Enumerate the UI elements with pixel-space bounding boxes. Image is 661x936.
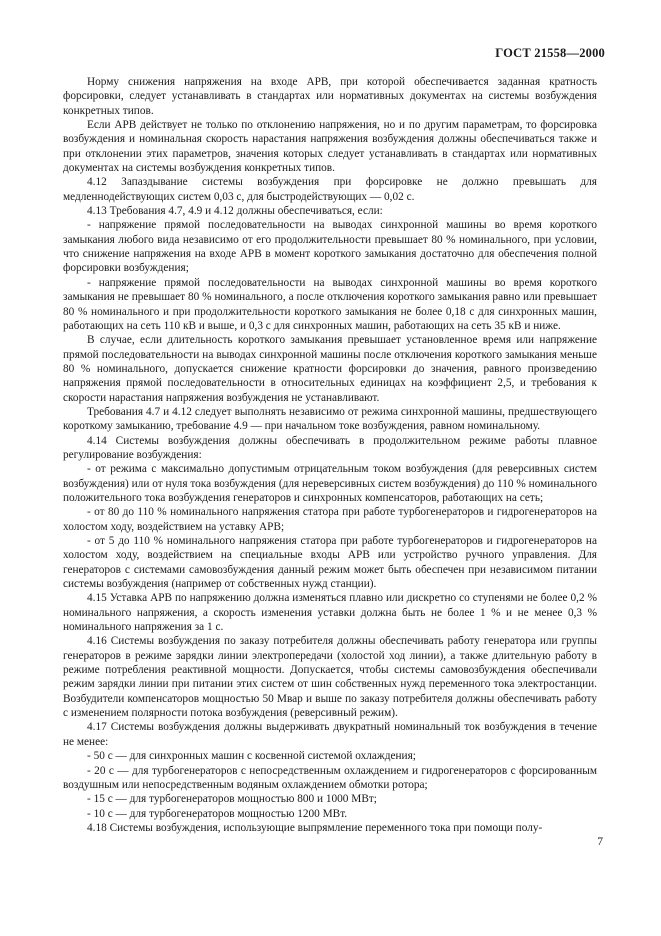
document-body (63, 75, 597, 835)
paragraph-requirements-4-7-4-12: Требования 4.7 и 4.12 следует выполнять независимо от режима синхронной машины, предшествующего короткому замыканию, требование 4.9 — при начальном токе возбуждения, равном номинальному. (63, 405, 597, 433)
paragraph-4-13: 4.13 Требования 4.7, 4.9 и 4.12 должны обеспечиваться, если: (87, 205, 383, 218)
paragraph-4-17: 4.17 Системы возбуждения должны выдерживать двукратный номинальный ток возбуждения в течение не менее: (63, 721, 597, 748)
list-item-4-14-b: - от 80 до 110 % номинального напряжения статора при работе турбогенераторов и гидрогенераторов на холостом ходу, воздействием на уставку АРВ; (63, 506, 597, 533)
paragraph-voltage-reduction-norm: Норму снижения напряжения на входе АРВ, при которой обеспечивается заданная кратность форсировки, следует устанавливать в стандартах или нормативных документах на системы возбуждения конкретных типов. (63, 76, 597, 117)
paragraph-4-18: 4.18 Системы возбуждения, использующие выпрямление переменного тока при помощи полу- (87, 821, 543, 834)
list-item-4-17-a: - 50 с — для синхронных машин с косвенной системой охлаждения; (87, 750, 416, 763)
list-item-4-14-a: - от режима с максимально допустимым отрицательным током возбуждения (для реверсивных систем возбуждения) или от нуля тока возбуждения (для нереверсивных систем возбуждения) до 110 % номинального положительного тока возбуждения генераторов и синхронных компенсаторов, работающих на сеть; (63, 463, 597, 504)
page-header-standard-number: ГОСТ 21558—2000 (495, 46, 605, 60)
paragraph-4-12: 4.12 Запаздывание системы возбуждения при форсировке не должно превышать для медленнодействующих систем 0,03 с, для быстродействующих — 0,02 с. (63, 176, 597, 203)
list-item-4-14-c: - от 5 до 110 % номинального напряжения статора при работе турбогенераторов и гидрогенераторов на холостом ходу, воздействием на специальные входы АРВ или устройство ручного управления. Для генераторов с системами самовозбуждения данный режим может быть обеспечен при независимом питании системы возбуждения (например от собственных нужд станции). (63, 535, 597, 591)
paragraph-4-14: 4.14 Системы возбуждения должны обеспечивать в продолжительном режиме работы плавное регулирование возбуждения: (63, 434, 597, 461)
paragraph-arv-other-parameters: Если АРВ действует не только по отклонению напряжения, но и по другим параметрам, то форсировка возбуждения и номинальная скорость нарастания напряжения возбуждения должны обеспечиваться также и при отклонении этих параметров, значения которых следует устанавливать в стандартах или нормативных документах на системы возбуждения конкретных типов. (63, 119, 597, 175)
paragraph-4-16: 4.16 Системы возбуждения по заказу потребителя должны обеспечивать работу генератора или группы генераторов в режиме зарядки линии электропередачи (холостой ход линии), а также длительную работу в режиме потребления реактивной мощности. Допускается, чтобы системы самовозбуждения обеспечивали режим зарядки линии при питании этих систем от шин собственных нужд переменного тока электростанции. Возбудители компенсаторов мощностью 50 Мвар и выше по заказу потребителя должны обеспечивать работу с изменением полярности потока возбуждения (реверсивный режим). (63, 635, 597, 720)
list-item-4-13-b: - напряжение прямой последовательности на выводах синхронной машины во время короткого замыкания не превышает 80 % номинального, а после отключения короткого замыкания равно или превышает 80 % номинального и при продолжительности короткого замыкания не более 0,18 с для синхронных машин, работающих на сеть 110 кВ и выше, и 0,3 с для синхронных машин, работающих на сеть 35 кВ и ниже. (63, 276, 597, 332)
paragraph-short-circuit-duration: В случае, если длительность короткого замыкания превышает установленное время или напряжение прямой последовательности на выводах синхронной машины после отключения короткого замыкания меньше 80 % номинального, допускается снижение кратности форсировки до значения, равного произведению напряжения прямой последовательности в относительных единицах на коэффициент 2,5, и требования к скорости нарастания напряжения возбуждения не устанавливают. (63, 334, 597, 404)
list-item-4-17-c: - 15 с — для турбогенераторов мощностью 800 и 1000 МВт; (87, 793, 377, 806)
list-item-4-17-b: - 20 с — для турбогенераторов с непосредственным охлаждением и гидрогенераторов с форсированным воздушным или непосредственным водяным охлаждением обмотки ротора; (63, 764, 597, 791)
list-item-4-17-d: - 10 с — для турбогенераторов мощностью 1200 МВт. (87, 807, 348, 820)
list-item-4-13-a: - напряжение прямой последовательности на выводах синхронной машины во время короткого замыкания любого вида независимо от его продолжительности превышает 80 % номинального, при условии, что снижение напряжения на входе АРВ в момент короткого замыкания достаточно для обеспечения полной форсировки возбуждения; (63, 219, 597, 275)
page-number: 7 (597, 836, 603, 848)
paragraph-4-15: 4.15 Уставка АРВ по напряжению должна изменяться плавно или дискретно со ступенями не более 0,2 % номинального напряжения, а скорость изменения уставки должна быть не более 1 % и не менее 0,3 % номинального напряжения за 1 с. (63, 592, 597, 634)
